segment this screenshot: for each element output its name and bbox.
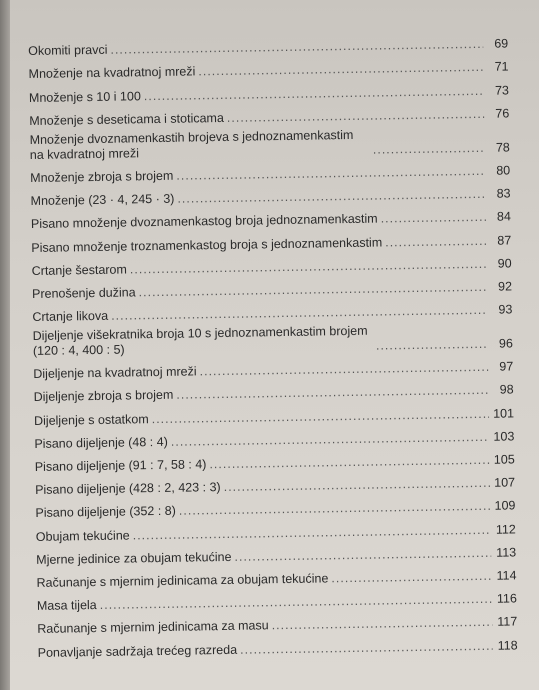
table-of-contents (28, 28, 518, 660)
toc-entry-title: Pisano dijeljenje (428 : 2, 423 : 3) (35, 480, 221, 498)
toc-entry-title: Pisano dijeljenje (91 : 7, 58 : 4) (34, 457, 207, 474)
toc-entry-page-number: 107 (494, 475, 516, 490)
toc-entry-page-number: 93 (498, 302, 513, 317)
toc-entry-title: Mjerne jedinice za obujam tekućine (36, 549, 232, 567)
toc-entry-title: Pisano množenje dvoznamenkastog broja jednoznamenkastim (30, 211, 378, 232)
toc-entry-title: Dijeljenje s ostatkom (33, 411, 149, 428)
toc-entry-page-number: 76 (495, 106, 510, 121)
toc-entry-title: Pisano dijeljenje (48 : 4) (34, 434, 168, 451)
dot-leader (240, 638, 493, 657)
toc-entry-page-number: 116 (496, 591, 518, 606)
toc-entry-title: Dijeljenje višekratnika broja 10 s jednoznamenkastim brojem (120 : 4, 400 : 5) (32, 323, 368, 359)
toc-entry-title: Računanje s mjernim jedinicama za masu (37, 618, 269, 637)
dot-leader (381, 210, 486, 227)
dot-leader (385, 233, 486, 250)
toc-entry-title: Množenje s 10 i 100 (28, 88, 141, 105)
toc-entry-title: Crtanje likova (32, 308, 109, 325)
toc-entry-title: Masa tijela (36, 598, 97, 614)
toc-entry-page-number: 92 (497, 279, 513, 294)
toc-entry-page-number: 90 (497, 256, 512, 271)
toc-entry-page-number: 103 (493, 429, 515, 444)
toc-entry-page-number: 97 (499, 359, 514, 374)
toc-entry-page-number: 83 (496, 186, 511, 201)
toc-entry-page-number: 71 (494, 59, 509, 75)
toc-entry-title: Množenje na kvadratnoj mreži (28, 64, 196, 82)
toc-entry-page-number: 118 (497, 637, 518, 653)
toc-entry-title: Množenje dvoznamenkastih brojeva s jednoznamenkastim na kvadratnoj mreži (29, 127, 354, 162)
book-spine-shadow (0, 0, 10, 690)
toc-entry-page-number: 98 (499, 382, 514, 398)
toc-entry-title: Računanje s mjernim jedinicama za obujam tekućine (36, 571, 329, 590)
toc-entry-page-number: 112 (495, 521, 516, 537)
toc-entry-title: Pisano dijeljenje (352 : 8) (35, 504, 176, 521)
toc-entry-title: Množenje s deseticama i stoticama (29, 110, 224, 128)
toc-entry-title: Okomiti pravci (28, 42, 108, 59)
toc-entry-page-number: 87 (497, 232, 512, 248)
toc-entry-page-number: 105 (493, 452, 515, 467)
toc-entry-page-number: 78 (495, 140, 510, 155)
toc-entry-title: Ponavljanje sadržaja trećeg razreda (37, 642, 238, 660)
toc-entry-page-number: 69 (494, 36, 509, 51)
toc-entry-title: Obujam tekućine (35, 528, 130, 544)
toc-entry-page-number: 113 (496, 545, 517, 560)
toc-entry-page-number: 117 (497, 614, 518, 630)
toc-entry-title: Dijeljenje na kvadratnoj mreži (33, 364, 197, 382)
toc-entry-page-number: 101 (493, 406, 515, 421)
toc-entry-page-number: 84 (496, 209, 512, 224)
toc-entry-page-number: 80 (496, 163, 511, 178)
dot-leader (373, 141, 485, 158)
toc-entry-page-number: 96 (498, 336, 513, 351)
toc-entry-page-number: 114 (496, 568, 517, 583)
toc-entry-title: Prenošenje dužina (31, 285, 136, 301)
toc-entry-title: Množenje zbroja s brojem (30, 168, 174, 185)
toc-entry-title: Množenje (23 · 4, 245 · 3) (30, 191, 175, 209)
toc-entry-page-number: 109 (494, 498, 516, 514)
toc-entry-title: Pisano množenje troznamenkastog broja s jednoznamenkastim (31, 234, 383, 255)
toc-entry-title: Crtanje šestarom (31, 262, 127, 278)
toc-entry-title: Dijeljenje zbroja s brojem (33, 388, 174, 405)
toc-entry-page-number: 73 (494, 83, 510, 98)
dot-leader (376, 337, 488, 354)
